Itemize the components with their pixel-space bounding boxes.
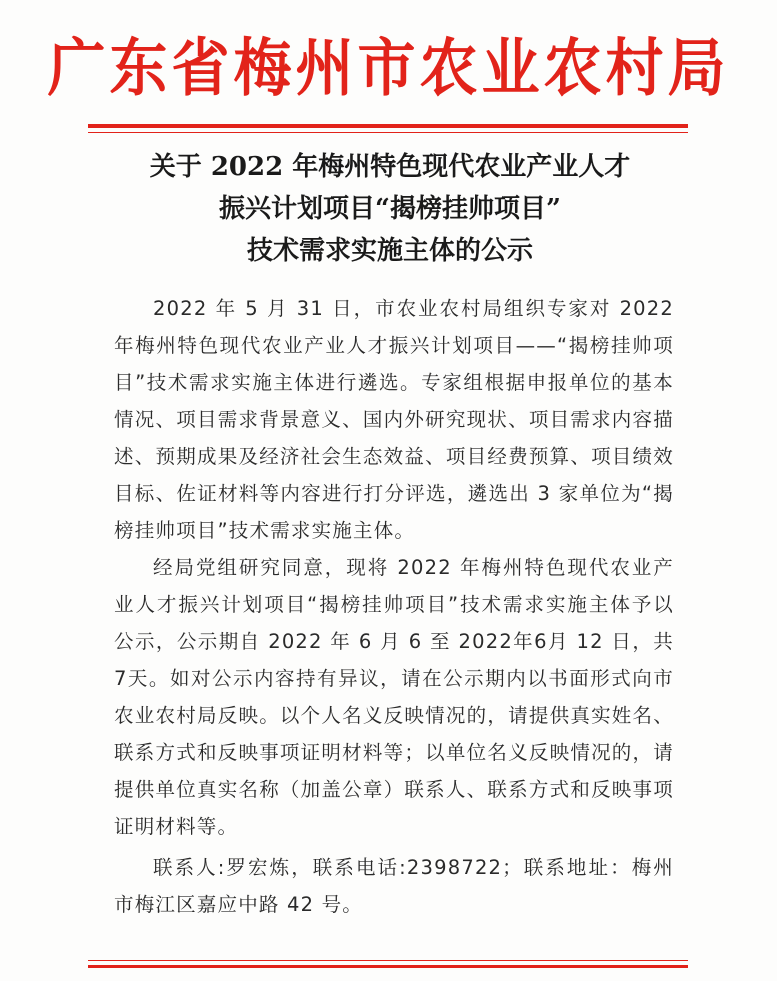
document-body [114,290,674,923]
paragraph-public-notice: 经局党组研究同意，现将 2022 年梅州特色现代农业产业人才振兴计划项目“揭榜挂帅项目”技术需求实施主体予以公示，公示期自 2022 年 6 月 6 至 2022年6月 12 日，共 7天。如对公示内容持有异议，请在公示期内以书面形式向市农业农村局反映。以个人名义反映情况的，请提供真实姓名、联系方式和反映事项证明材料等；以单位名义反映情况的，请提供单位真实名称（加盖公章）联系人、联系方式和反映事项证明材料等。 [114,556,674,838]
paragraph-contact-info: 联系人:罗宏炼，联系电话:2398722；联系地址：梅州市梅江区嘉应中路 42 号。 [114,856,674,916]
header-red-rule-thick [88,124,688,128]
document-title [90,146,690,272]
paragraph-selection-result: 2022 年 5 月 31 日，市农业农村局组织专家对 2022 年梅州特色现代农业产业人才振兴计划项目——“揭榜挂帅项目”技术需求实施主体进行遴选。专家组根据申报单位的基本情况、项目需求背景意义、国内外研究现状、项目需求内容描述、预期成果及经济社会生态效益、项目经费预算、项目绩效目标、佐证材料等内容进行打分评选，遴选出 3 家单位为“揭榜挂帅项目”技术需求实施主体。 [114,297,674,542]
title-line-3: 技术需求实施主体的公示 [246,236,533,266]
title-line-1: 关于 2022 年梅州特色现代农业产业人才 [149,152,631,182]
header-red-rule-thin [88,132,688,133]
title-line-2: 振兴计划项目“揭榜挂帅项目” [219,194,561,224]
footer-red-rule-thick [88,965,688,968]
footer-red-rule-thin [88,960,688,961]
issuing-organization-header: 广东省梅州市农业农村局 [47,31,730,105]
